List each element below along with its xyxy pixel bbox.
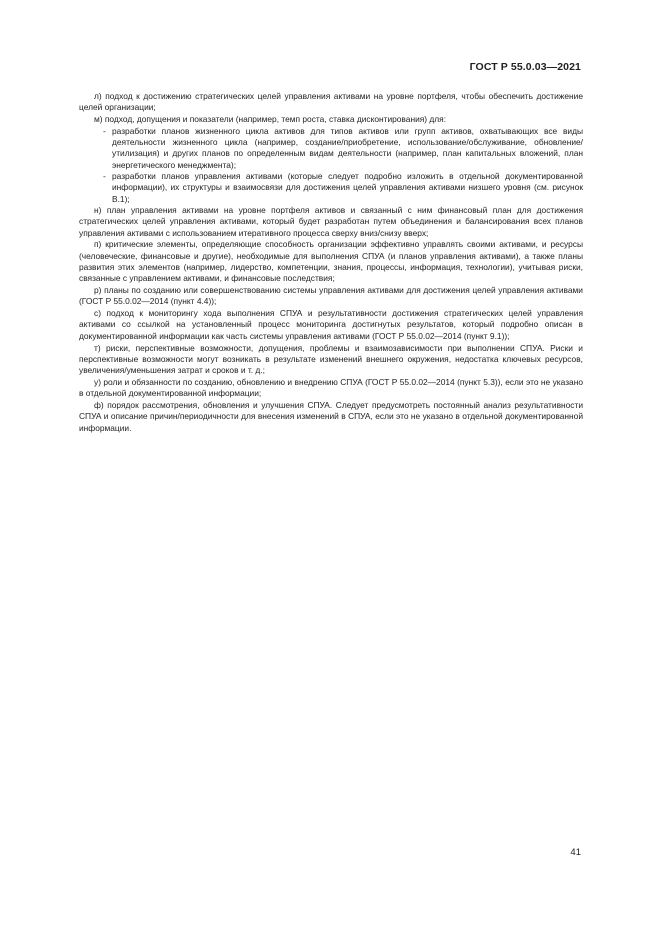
item-n: н) план управления активами на уровне портфеля активов и связанный с ним финансовый план для достижения стратегических целей управления активами, который будет разработан путем объединения и балансирования всех планов управления активами с использованием итеративного процесса сверху вниз/снизу вверх;	[79, 204, 583, 238]
item-m-sublist	[79, 126, 583, 205]
item-s: с) подход к мониторингу хода выполнения СПУА и результативности достижения стратегических целей управления активами со ссылкой на установленный процесс мониторинга достигнутых результатов, который подробно описан в документированной информации как часть системы управления активами (ГОСТ Р 55.0.02—2014 (пункт 9.1));	[79, 308, 583, 341]
item-m: м) подход, допущения и показатели (например, темп роста, ставка дисконтирования) для:	[94, 114, 447, 125]
item-f: ф) порядок рассмотрения, обновления и улучшения СПУА. Следует предусмотреть постоянный анализ результативности СПУА и описание причин/периодичности для внесения изменений в СПУА, если это не указано в отдельной документированной информации.	[79, 400, 583, 433]
item-t: т) риски, перспективные возможности, допущения, проблемы и взаимозависимости при выполнении СПУА. Риски и перспективные возможности могут возникать в результате изменений внешнего окружения, недостатка ключевых ресурсов, увеличения/уменьшения затрат и сроков и т. д.;	[79, 342, 583, 376]
item-r: р) планы по созданию или совершенствованию системы управления активами для достижения целей управления активами (ГОСТ Р 55.0.02—2014 (пункт 4.4));	[79, 285, 583, 307]
document-body	[79, 91, 583, 434]
list-item: - разработки планов жизненного цикла активов для типов активов или групп активов, охватывающих все виды деятельности жизненного цикла (например, создание/приобретение, использование/обслуживание, обновление/утилизация) и других планов по определенным видам деятельности (например, план капитальных вложений, план энергетического менеджмента);	[103, 126, 583, 171]
item-l: л) подход к достижению стратегических целей управления активами на уровне портфеля, чтобы обеспечить достижение целей организации;	[79, 91, 583, 113]
page-number: 41	[570, 847, 581, 858]
item-u: у) роли и обязанности по созданию, обновлению и внедрению СПУА (ГОСТ Р 55.0.02—2014 (пункт 5.3)), если это не указано в отдельной документированной информации;	[79, 376, 583, 399]
item-p: п) критические элементы, определяющие способность организации эффективно управлять своими активами, и ресурсы (человеческие, финансовые и другие), необходимые для выполнения СПУА (и планов управления активами), а также планы развития этих элементов (например, лидерство, компетенции, знания, процессы, информация, технологии), учитывая риски, связанные с управлением активами, и финансовые последствия;	[79, 239, 583, 284]
document-code: ГОСТ Р 55.0.03—2021	[469, 61, 581, 73]
list-item: - разработки планов управления активами (которые следует подробно изложить в отдельной документированной информации), их структуры и взаимосвязи для достижения целей управления активами низшего уровня (см. рисунок В.1);	[103, 171, 583, 205]
